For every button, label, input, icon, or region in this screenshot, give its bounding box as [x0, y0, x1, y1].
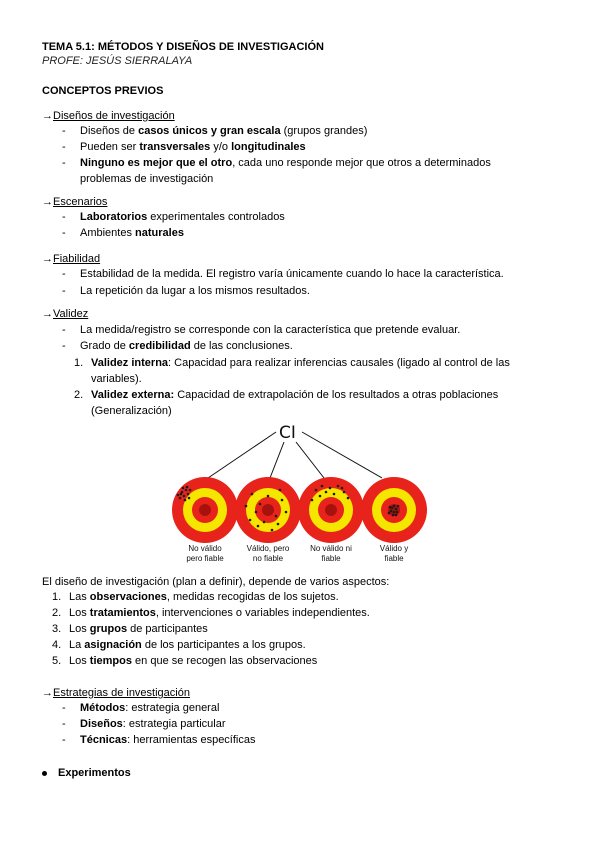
dash-marker: -	[62, 734, 66, 746]
target-label: no fiable	[252, 554, 284, 563]
list-item: - Estabilidad de la medida. El registro varía únicamente cuando lo hace la característica.	[62, 268, 504, 280]
arrow-icon: →	[42, 687, 53, 699]
target-label: Válido, pero	[246, 544, 290, 553]
dash-marker: -	[62, 340, 66, 352]
list-item: - Grado de credibilidad de las conclusiones.	[62, 340, 293, 352]
list-item: - Métodos: estrategia general	[62, 702, 220, 714]
list-item: - Diseños: estrategia particular	[62, 718, 226, 730]
target-valid-not-reliable	[235, 477, 301, 543]
list-item: - Ninguno es mejor que el otro, cada uno responde mejor que otros a determinados	[62, 157, 491, 169]
arrow-icon: →	[42, 308, 53, 320]
list-item: - Ambientes naturales	[62, 227, 184, 239]
target-label: No válido ni	[310, 544, 352, 553]
target-not-valid-but-reliable	[172, 477, 238, 543]
design-intro: El diseño de investigación (plan a definir), depende de varios aspectos:	[42, 576, 390, 588]
dash-marker: -	[62, 285, 66, 297]
dash-marker: -	[62, 702, 66, 714]
list-item: - Laboratorios experimentales controlados	[62, 211, 285, 223]
dash-marker: -	[62, 125, 66, 137]
numbered-item: 2. Validez externa: Capacidad de extrapolación de los resultados a otras poblaciones	[74, 389, 499, 401]
ci-label: CI	[279, 423, 296, 443]
connector-line	[270, 442, 284, 478]
experiments-heading: Experimentos	[58, 767, 131, 779]
arrow-icon: →	[42, 196, 53, 208]
designs-heading-label: Diseños de investigación	[53, 110, 175, 122]
strategies-heading: →Estrategias de investigación	[42, 687, 190, 699]
scenarios-heading: →Escenarios	[42, 196, 108, 208]
dash-marker: -	[62, 211, 66, 223]
connector-line	[296, 442, 324, 478]
target-valid-and-reliable	[361, 477, 427, 543]
list-item: - Pueden ser transversales y/o longitudinales	[62, 141, 306, 153]
dash-marker: -	[62, 227, 66, 239]
reliability-heading: →Fiabilidad	[42, 253, 101, 265]
list-item-continuation: problemas de investigación	[80, 173, 214, 185]
list-item: - La repetición da lugar a los mismos resultados.	[62, 285, 310, 297]
numbered-item: 4. La asignación de los participantes a los grupos.	[52, 639, 306, 651]
arrow-icon: →	[42, 253, 53, 265]
validity-reliability-figure	[160, 420, 440, 570]
designs-heading	[42, 109, 175, 123]
dash-marker: -	[62, 324, 66, 336]
numbered-item-continuation: (Generalización)	[91, 405, 172, 417]
target-label: No válido	[188, 544, 222, 553]
dash-marker: -	[62, 141, 66, 153]
target-label: pero fiable	[186, 554, 224, 563]
professor-name: PROFE: JESÚS SIERRALAYA	[42, 55, 193, 67]
numbered-item: 3. Los grupos de participantes	[52, 623, 208, 635]
numbered-item: 1. Validez interna: Capacidad para realizar inferencias causales (ligado al control de las	[74, 357, 510, 369]
section-heading-previous: CONCEPTOS PREVIOS	[42, 85, 164, 97]
target-label: fiable	[321, 554, 341, 563]
target-label: Válido y	[379, 544, 409, 553]
list-item: - Diseños de casos únicos y gran escala (grupos grandes)	[62, 125, 368, 137]
numbered-item: 1. Las observaciones, medidas recogidas de los sujetos.	[52, 591, 339, 603]
arrow-icon: →	[42, 110, 53, 122]
dash-marker: -	[62, 268, 66, 280]
dash-marker: -	[62, 157, 66, 169]
validity-heading: →Validez	[42, 308, 89, 320]
list-item: - Técnicas: herramientas específicas	[62, 734, 256, 746]
dash-marker: -	[62, 718, 66, 730]
numbered-item: 2. Los tratamientos, intervenciones o variables independientes.	[52, 607, 370, 619]
numbered-item-continuation: variables).	[91, 373, 142, 385]
list-item: - La medida/registro se corresponde con la característica que pretende evaluar.	[62, 324, 461, 336]
numbered-item: 5. Los tiempos en que se recogen las observaciones	[52, 655, 318, 667]
bullet-icon	[42, 771, 47, 776]
document-title: TEMA 5.1: MÉTODOS Y DISEÑOS DE INVESTIGACIÓN	[42, 41, 324, 53]
connector-line	[302, 432, 382, 478]
target-not-valid-not-reliable	[298, 477, 364, 543]
connector-line	[208, 432, 276, 478]
target-label: fiable	[384, 554, 404, 563]
